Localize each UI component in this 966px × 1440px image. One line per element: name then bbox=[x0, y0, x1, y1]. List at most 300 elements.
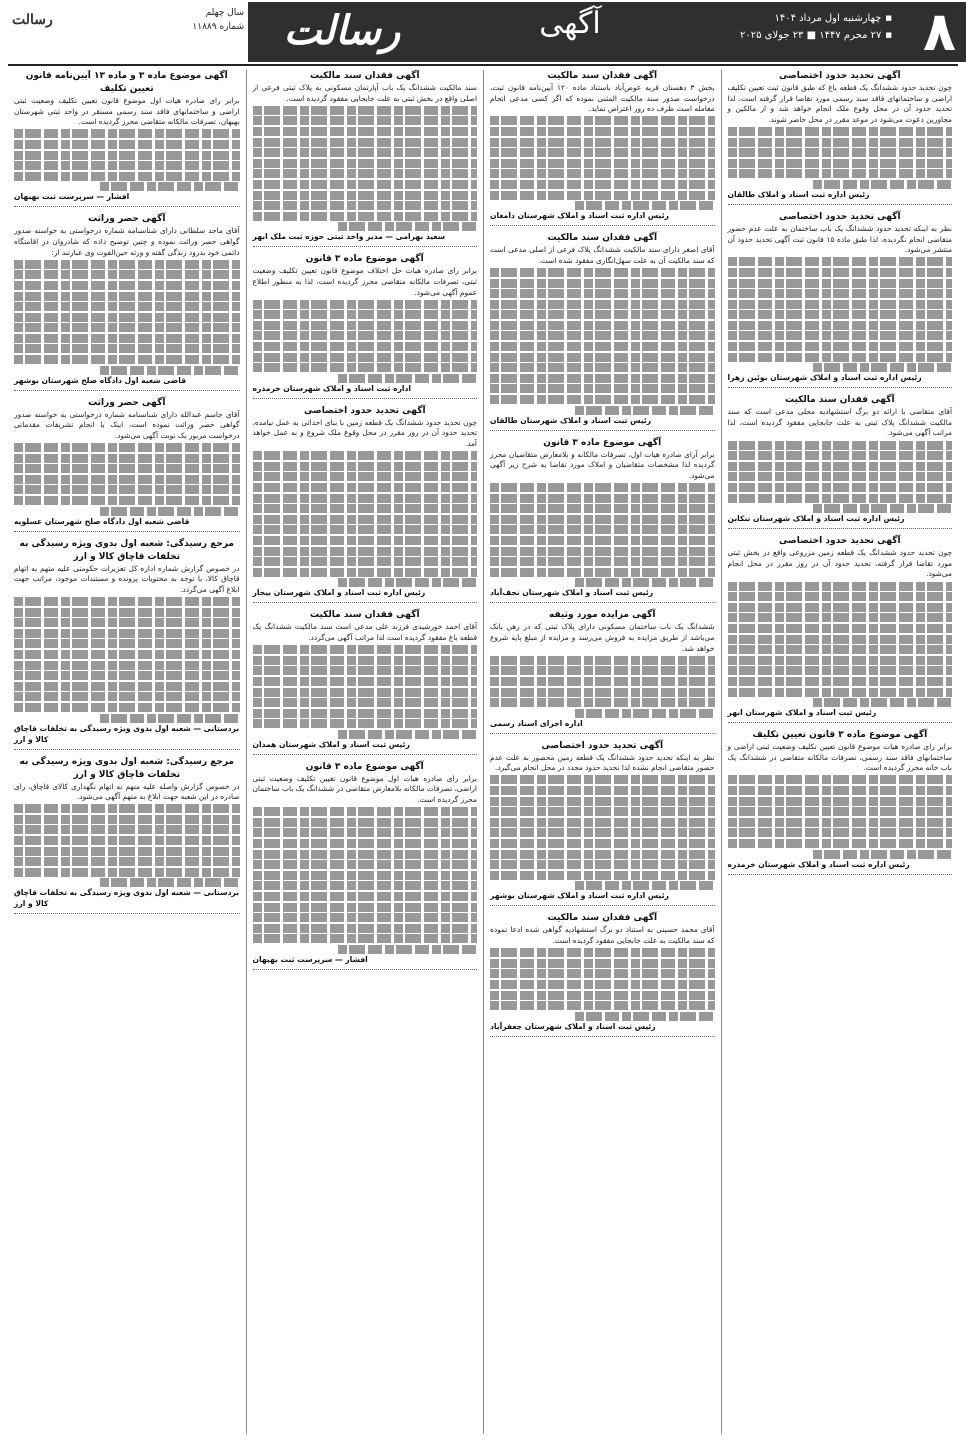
text-line bbox=[490, 775, 715, 784]
text-line bbox=[490, 169, 715, 178]
notice bbox=[490, 70, 715, 226]
text-line bbox=[490, 138, 715, 147]
notice-title: آگهی تحدید حدود اختصاصی bbox=[778, 536, 901, 547]
text-line bbox=[490, 807, 715, 816]
text-line bbox=[490, 666, 715, 675]
text-line bbox=[728, 342, 953, 351]
text-line bbox=[14, 355, 240, 364]
text-line bbox=[14, 161, 240, 170]
notice-body: چون تحدید حدود ششدانگ یک قطعه زمین با بنای احداثی به عمل نیامده، تحدید حدود آن در روز مقرر در محل وقوع ملک شروع و به عمل خواهد آمد. bbox=[252, 417, 477, 449]
text-line bbox=[14, 868, 240, 877]
text-line bbox=[490, 494, 715, 503]
text-line bbox=[728, 138, 953, 147]
text-line bbox=[253, 913, 478, 922]
column-4 bbox=[8, 70, 246, 1434]
text-line bbox=[14, 639, 240, 648]
text-line bbox=[100, 878, 240, 887]
text-line bbox=[813, 698, 952, 707]
text-line bbox=[728, 257, 953, 266]
text-line bbox=[14, 172, 240, 181]
text-line bbox=[490, 871, 715, 880]
text-line bbox=[253, 300, 478, 309]
notice-title: مرجع رسیدگی: شعبه اول بدوی ویژه رسیدگی به تخلفات قاچاق کالا و ارز bbox=[19, 538, 235, 562]
text-line bbox=[253, 677, 478, 686]
masthead bbox=[0, 0, 966, 66]
text-line bbox=[253, 201, 478, 210]
text-line bbox=[575, 578, 714, 587]
text-line bbox=[728, 451, 953, 460]
text-line bbox=[728, 127, 953, 136]
text-line bbox=[253, 568, 478, 577]
text-line bbox=[728, 635, 953, 644]
notice-body: آقای جاسم عبدالله دارای شناسنامه شماره درخواستی به خواسته صدور گواهی حصر وراثت نموده است، اینک با انجام تشریفات مقدماتی درخواست مزبور یک نوبت آگهی می‌شود. bbox=[14, 409, 240, 440]
notice-signature: اداره ثبت اسناد و املاک شهرستان خرمدره bbox=[252, 383, 412, 393]
mini-logo: رسالت bbox=[12, 12, 53, 28]
text-line bbox=[490, 525, 715, 534]
text-line bbox=[253, 504, 478, 513]
text-line bbox=[728, 775, 953, 784]
notice-signature: رئیس اداره ثبت اسناد و املاک طالقان bbox=[727, 189, 870, 199]
notice bbox=[490, 232, 715, 431]
text-line bbox=[490, 300, 715, 309]
text-line bbox=[14, 151, 240, 160]
text-line bbox=[14, 804, 240, 813]
text-line bbox=[490, 374, 715, 383]
text-line bbox=[14, 475, 240, 484]
text-line bbox=[253, 363, 478, 372]
text-line bbox=[253, 536, 478, 545]
text-line bbox=[728, 441, 953, 450]
notice-signature: قاضی شعبه اول دادگاه صلح شهرستان بوشهر bbox=[14, 375, 187, 385]
notice bbox=[728, 70, 953, 205]
text-line bbox=[728, 472, 953, 481]
notice-signature: رئیس اداره ثبت اسناد و املاک شهرستان بیجار bbox=[252, 588, 426, 598]
text-line bbox=[490, 159, 715, 168]
notice-signature: رئیس اداره ثبت اسناد و املاک شهرستان دامغان bbox=[490, 211, 669, 221]
text-line bbox=[253, 860, 478, 869]
text-line bbox=[253, 828, 478, 837]
text-line bbox=[253, 666, 478, 675]
text-line bbox=[14, 692, 240, 701]
text-line bbox=[728, 839, 953, 848]
date-line-2: ■ ۲۷ محرم ۱۴۴۷ ■ ۲۳ جولای ۲۰۲۵ bbox=[692, 27, 892, 44]
text-line bbox=[14, 140, 240, 149]
text-line bbox=[253, 557, 478, 566]
notice-signature: افشار — سرپرست ثبت بهبهان bbox=[252, 954, 368, 964]
notice-signature: سعید بهرامی — مدیر واحد ثبتی حوزه ثبت ملک ابهر bbox=[252, 232, 446, 242]
text-line bbox=[253, 698, 478, 707]
notice-signature: اداره اجرای اسناد رسمی bbox=[490, 718, 583, 728]
text-line bbox=[575, 881, 714, 890]
notice-body: برابر رای صادره هیات موضوع قانون تعیین تکلیف وضعیت ثبتی اراضی و ساختمانهای فاقد سند رسمی، تصرفات مالکانه متقاضی در ششدانگ یک باب خانه محرز گردیده است. bbox=[727, 742, 952, 773]
text-line bbox=[253, 525, 478, 534]
text-line bbox=[490, 656, 715, 665]
notice-title: آگهی فقدان سند مالکیت bbox=[547, 71, 658, 81]
text-line bbox=[253, 850, 478, 859]
text-line bbox=[14, 847, 240, 856]
text-line bbox=[253, 116, 478, 125]
notice-body: برابر رای صادره هیات حل اختلاف موضوع قانون تعیین تکلیف وضعیت ثبتی، تصرفات مالکانه متقاضی محرز گردیده است، لذا به منظور اطلاع عموم آگهی می‌شود. bbox=[252, 266, 477, 297]
text-line bbox=[728, 353, 953, 362]
text-line bbox=[253, 934, 478, 943]
text-line bbox=[100, 507, 240, 516]
notice bbox=[253, 253, 478, 399]
notice-title: آگهی تحدید حدود اختصاصی bbox=[541, 740, 664, 751]
text-line bbox=[490, 818, 715, 827]
text-line bbox=[575, 1012, 714, 1021]
text-line bbox=[728, 645, 953, 654]
text-line bbox=[490, 310, 715, 319]
notice bbox=[14, 397, 240, 532]
text-line bbox=[728, 321, 953, 330]
text-line bbox=[728, 279, 953, 288]
text-line bbox=[575, 201, 714, 210]
text-line bbox=[490, 677, 715, 686]
notice-signature: رئیس ثبت اسناد و املاک شهرستان همدان bbox=[252, 739, 410, 749]
notice bbox=[490, 437, 715, 604]
notice-body: برابر رای صادره هیات اول موضوع قانون تعیین تکلیف وضعیت ثبتی اراضی، تصرفات مالکانه بلامعارض متقاضی در ششدانگ یک باب ساختمان محرز گردیده است. bbox=[252, 773, 477, 805]
notice-title: آگهی فقدان سند مالکیت bbox=[309, 71, 420, 81]
text-line bbox=[813, 180, 952, 189]
text-line bbox=[728, 807, 953, 816]
text-line bbox=[490, 116, 715, 125]
text-line bbox=[253, 451, 478, 460]
text-line bbox=[490, 515, 715, 524]
text-line bbox=[490, 321, 715, 330]
notice-title: آگهی حصر وراثت bbox=[88, 214, 166, 225]
masthead-rule bbox=[8, 64, 958, 66]
issue-dates bbox=[692, 10, 892, 44]
text-line bbox=[253, 462, 478, 471]
notice-body: نظر به اینکه تحدید حدود ششدانگ یک قطعه زمین محصور به علت عدم حضور متقاضی انجام نشده لذا تحدید حدود مجدد در محل انجام می‌گیرد. bbox=[490, 752, 715, 773]
text-line bbox=[490, 860, 715, 869]
notice bbox=[253, 761, 478, 970]
text-line bbox=[253, 331, 478, 340]
text-line bbox=[338, 945, 477, 954]
text-line bbox=[490, 991, 715, 1000]
text-line bbox=[253, 688, 478, 697]
text-line bbox=[338, 222, 477, 231]
text-line bbox=[253, 645, 478, 654]
text-line bbox=[14, 464, 240, 473]
text-line bbox=[728, 666, 953, 675]
notice bbox=[490, 609, 715, 733]
notice-signature: بردستانی — شعبه اول بدوی ویژه رسیدگی به تخلفات قاچاق کالا و ارز bbox=[14, 723, 240, 744]
text-line bbox=[728, 786, 953, 795]
notice-body: چون تحدید حدود ششدانگ یک قطعه زمین مزروعی واقع در بخش ثبتی مورد تقاضا قرار گرفته، تحدید حدود آن در روز مقرر در محل انجام می‌شود. bbox=[727, 548, 952, 579]
notice-title: آگهی فقدان سند مالکیت bbox=[309, 610, 420, 621]
text-line bbox=[490, 568, 715, 577]
text-line bbox=[14, 443, 240, 452]
column-3 bbox=[246, 70, 484, 1434]
notice-signature: رئیس اداره ثبت اسناد و املاک شهرستان بوشهر bbox=[490, 891, 669, 901]
text-line bbox=[14, 334, 240, 343]
notice bbox=[14, 70, 240, 207]
text-line bbox=[728, 603, 953, 612]
page-number: ۸ bbox=[923, 0, 956, 63]
column-1 bbox=[721, 70, 959, 1434]
text-line bbox=[338, 730, 477, 739]
text-line bbox=[490, 839, 715, 848]
text-line bbox=[253, 310, 478, 319]
notice-title: آگهی حصر وراثت bbox=[88, 397, 166, 408]
notice-body: در خصوص گزارش واصله علیه متهم به اتهام نگهداری کالای قاچاق، رای صادره در این شعبه جهت ابلاغ به متهم آگهی می‌شود. bbox=[14, 781, 240, 802]
text-line bbox=[813, 504, 952, 513]
text-line bbox=[14, 650, 240, 659]
notice bbox=[14, 213, 240, 390]
notice-body: در خصوص گزارش شماره اداره کل تعزیرات حکومتی علیه متهم به اتهام قاچاق کالا، با توجه به محتویات پرونده و مستندات موجود، مراتب جهت ابلاغ آگهی می‌گردد. bbox=[14, 563, 240, 594]
text-line bbox=[490, 148, 715, 157]
text-line bbox=[490, 342, 715, 351]
text-line bbox=[728, 656, 953, 665]
text-line bbox=[728, 624, 953, 633]
text-line bbox=[14, 703, 240, 712]
text-line bbox=[728, 582, 953, 591]
notice-body: آقای ماجد سلطانی دارای شناسنامه شماره درخواستی به خواسته صدور گواهی حصر وراثت نموده و چنین توضیح داده که شادروان در اقامتگاه دائمی خود بدرود زندگی گفته و ورثه حین‌الفوت وی عبارتند از: bbox=[14, 226, 240, 257]
notice bbox=[728, 535, 953, 723]
notice-title: آگهی تحدید حدود اختصاصی bbox=[778, 211, 901, 222]
notice-columns bbox=[8, 70, 958, 1434]
text-line bbox=[14, 825, 240, 834]
text-line bbox=[253, 127, 478, 136]
text-line bbox=[490, 980, 715, 989]
text-line bbox=[253, 719, 478, 728]
text-line bbox=[728, 169, 953, 178]
text-line bbox=[253, 903, 478, 912]
text-line bbox=[14, 815, 240, 824]
notice bbox=[253, 70, 478, 247]
notice-title: آگهی موضوع ماده ۳ و ماده ۱۳ آیین‌نامه قانون تعیین تکلیف bbox=[25, 71, 228, 94]
text-line bbox=[253, 656, 478, 665]
text-line bbox=[490, 828, 715, 837]
text-line bbox=[490, 395, 715, 404]
notice-body: ششدانگ یک باب ساختمان مسکونی دارای پلاک ثبتی که در رهن بانک می‌باشد از طریق مزایده به فروش می‌رسد و مزایده از مبلغ پایه شروع خواهد شد. bbox=[490, 622, 715, 653]
text-line bbox=[253, 169, 478, 178]
text-line bbox=[14, 281, 240, 290]
text-line bbox=[253, 494, 478, 503]
notice-body: برابر رای صادره هیات اول موضوع قانون تعیین تکلیف وضعیت ثبتی اراضی و ساختمانهای فاقد سند رسمی مستقر در واحد ثبتی شهرستان بهبهان، تصرفات مالکانه متقاضی محرز گردیده است. bbox=[14, 96, 240, 127]
notice-title: آگهی فقدان سند مالکیت bbox=[547, 233, 658, 244]
notice-title: آگهی موضوع ماده ۳ قانون bbox=[543, 437, 662, 448]
notice bbox=[14, 756, 240, 915]
text-line bbox=[253, 547, 478, 556]
text-line bbox=[14, 292, 240, 301]
text-line bbox=[728, 148, 953, 157]
text-line bbox=[490, 786, 715, 795]
text-line bbox=[253, 191, 478, 200]
notice bbox=[253, 609, 478, 755]
text-line bbox=[490, 363, 715, 372]
paper-logo: رسالت bbox=[283, 7, 401, 54]
text-line bbox=[253, 148, 478, 157]
notice-body: آقای اصغر دارای سند مالکیت ششدانگ پلاک فرعی از اصلی مدعی است که سند مالکیت آن به علت سهل‌انگاری مفقود شده است. bbox=[490, 245, 715, 265]
text-line bbox=[14, 682, 240, 691]
text-line bbox=[14, 344, 240, 353]
text-line bbox=[490, 353, 715, 362]
text-line bbox=[728, 797, 953, 806]
section-title: آگهی bbox=[539, 6, 601, 41]
text-line bbox=[253, 353, 478, 362]
text-line bbox=[728, 268, 953, 277]
text-line bbox=[14, 323, 240, 332]
notice bbox=[490, 740, 715, 907]
notice-signature: رئیس اداره ثبت اسناد و املاک شهرستان تنکابن bbox=[727, 514, 905, 524]
text-line bbox=[253, 709, 478, 718]
text-line bbox=[728, 310, 953, 319]
text-line bbox=[14, 608, 240, 617]
text-line bbox=[14, 857, 240, 866]
issue-label: شماره ۱۱۸۸۹ bbox=[192, 22, 244, 32]
text-line bbox=[253, 212, 478, 221]
text-line bbox=[14, 270, 240, 279]
notice-body: آقای محمد حسینی به استناد دو برگ استشهادیه گواهی شده ادعا نموده که سند مالکیت به علت جابجایی مفقود گردیده است. bbox=[490, 925, 715, 945]
text-line bbox=[490, 384, 715, 393]
text-line bbox=[14, 661, 240, 670]
text-line bbox=[338, 578, 477, 587]
text-line bbox=[490, 279, 715, 288]
text-line bbox=[728, 828, 953, 837]
text-line bbox=[14, 671, 240, 680]
text-line bbox=[253, 818, 478, 827]
text-line bbox=[253, 159, 478, 168]
text-line bbox=[490, 688, 715, 697]
text-line bbox=[253, 472, 478, 481]
text-line bbox=[728, 462, 953, 471]
notice-title: آگهی تحدید حدود اختصاصی bbox=[303, 405, 426, 416]
notice bbox=[728, 394, 953, 529]
notice-title: آگهی تحدید حدود اختصاصی bbox=[778, 71, 901, 81]
text-line bbox=[728, 159, 953, 168]
text-line bbox=[575, 709, 714, 718]
notice-signature: رئیس اداره ثبت اسناد و املاک شهرستان بوئین زهرا bbox=[727, 373, 922, 383]
text-line bbox=[14, 260, 240, 269]
text-line bbox=[575, 406, 714, 415]
text-line bbox=[728, 300, 953, 309]
text-line bbox=[14, 313, 240, 322]
text-line bbox=[728, 331, 953, 340]
text-line bbox=[14, 629, 240, 638]
notice bbox=[14, 538, 240, 750]
text-line bbox=[490, 959, 715, 968]
text-line bbox=[813, 363, 952, 372]
notice-title: آگهی موضوع ماده ۳ قانون bbox=[305, 761, 424, 772]
notice-body: بخش ۳ دهستان قریه عوض‌آباد باستناد ماده ۱۲۰ آیین‌نامه قانون ثبت، درخواست صدور سند مالکیت المثنی نموده که اگر کسی مدعی انجام معامله است ظرف ده روز اعتراض نماید. bbox=[490, 83, 715, 114]
text-line bbox=[253, 342, 478, 351]
text-line bbox=[728, 494, 953, 503]
notice-body: آقای متقاضی با ارائه دو برگ استشهادیه محلی مدعی است که سند مالکیت ششدانگ پلاک ثبتی به علت جابجایی مفقود گردیده است، لذا مراتب آگهی می‌شود. bbox=[727, 407, 952, 438]
text-line bbox=[490, 536, 715, 545]
text-line bbox=[253, 515, 478, 524]
text-line bbox=[728, 592, 953, 601]
text-line bbox=[490, 557, 715, 566]
text-line bbox=[490, 289, 715, 298]
column-2 bbox=[483, 70, 721, 1434]
notice-signature: قاضی شعبه اول دادگاه صلح شهرستان عسلویه bbox=[14, 516, 190, 526]
text-line bbox=[100, 182, 240, 191]
notice-title: آگهی موضوع ماده ۳ قانون تعیین تکلیف bbox=[752, 730, 928, 741]
text-line bbox=[14, 597, 240, 606]
notice-title: آگهی موضوع ماده ۳ قانون bbox=[305, 254, 424, 265]
text-line bbox=[728, 818, 953, 827]
notice bbox=[490, 912, 715, 1036]
text-line bbox=[14, 454, 240, 463]
text-line bbox=[100, 366, 240, 375]
text-line bbox=[490, 180, 715, 189]
text-line bbox=[14, 836, 240, 845]
text-line bbox=[490, 191, 715, 200]
notice-title: آگهی مزایده مورد وثیقه bbox=[548, 610, 656, 621]
text-line bbox=[14, 496, 240, 505]
notice-body: برابر آرای صادره هیات اول، تصرفات مالکانه و بلامعارض متقاضیان محرز گردیده لذا مشخصات متقاضیان و املاک مورد تقاضا به شرح زیر آگهی می‌شود. bbox=[490, 449, 715, 480]
text-line bbox=[813, 850, 952, 859]
text-line bbox=[14, 129, 240, 138]
notice-signature: افشار — سرپرست ثبت بهبهان bbox=[14, 192, 130, 202]
notice-body: چون تحدید حدود ششدانگ یک قطعه باغ که طبق قانون ثبت تعیین تکلیف اراضی و ساختمانهای فاقد سند رسمی مورد تقاضا قرار گرفته است، لذا تحدید حدود آن در محل وقوع ملک انجام خواهد شد و از مالکین و مجاورین دعوت می‌شود در موعد مقرر در محل حاضر شوند. bbox=[727, 83, 952, 124]
text-line bbox=[728, 613, 953, 622]
text-line bbox=[253, 839, 478, 848]
text-line bbox=[728, 483, 953, 492]
text-line bbox=[253, 924, 478, 933]
notice-title: آگهی فقدان سند مالکیت bbox=[784, 395, 895, 406]
notice-body: آقای احمد خورشیدی فرزند علی مدعی است سند مالکیت ششدانگ یک قطعه باغ مفقود گردیده است لذا مراتب آگهی می‌گردد. bbox=[252, 622, 477, 642]
notice bbox=[728, 211, 953, 388]
text-line bbox=[490, 797, 715, 806]
text-line bbox=[490, 969, 715, 978]
text-line bbox=[490, 850, 715, 859]
text-line bbox=[490, 483, 715, 492]
text-line bbox=[490, 331, 715, 340]
text-line bbox=[253, 180, 478, 189]
text-line bbox=[490, 504, 715, 513]
text-line bbox=[490, 948, 715, 957]
text-line bbox=[490, 547, 715, 556]
notice-signature: بردستانی — شعبه اول بدوی ویژه رسیدگی به تخلفات قاچاق کالا و ارز bbox=[14, 888, 240, 909]
text-line bbox=[728, 688, 953, 697]
text-line bbox=[490, 698, 715, 707]
notice bbox=[728, 729, 953, 875]
date-line-1: ■ چهارشنبه اول مرداد ۱۴۰۴ bbox=[692, 10, 892, 27]
text-line bbox=[728, 289, 953, 298]
notice-body: نظر به اینکه تحدید حدود ششدانگ یک باب ساختمان به علت عدم حضور متقاضی انجام نگردیده، لذا طبق ماده ۱۵ قانون ثبت آگهی تحدید حدود آن منتشر می‌شود. bbox=[727, 223, 952, 255]
text-line bbox=[253, 881, 478, 890]
text-line bbox=[14, 302, 240, 311]
notice-body: سند مالکیت ششدانگ یک باب آپارتمان مسکونی به پلاک ثبتی فرعی از اصلی واقع در بخش ثبتی به علت جابجایی مفقود گردیده است. bbox=[252, 83, 477, 103]
text-line bbox=[253, 892, 478, 901]
text-line bbox=[490, 268, 715, 277]
text-line bbox=[490, 1001, 715, 1010]
text-line bbox=[253, 807, 478, 816]
text-line bbox=[253, 321, 478, 330]
text-line bbox=[253, 871, 478, 880]
text-line bbox=[338, 374, 477, 383]
text-line bbox=[253, 483, 478, 492]
notice-signature: رئیس اداره ثبت اسناد و املاک شهرستان خرمدره bbox=[727, 859, 910, 869]
text-line bbox=[253, 138, 478, 147]
text-line bbox=[100, 714, 240, 723]
year-label: سال چهلم bbox=[205, 8, 244, 18]
notice-title: مرجع رسیدگی: شعبه اول بدوی ویژه رسیدگی به تخلفات قاچاق کالا و ارز bbox=[19, 756, 235, 780]
notice-title: آگهی فقدان سند مالکیت bbox=[547, 913, 658, 924]
notice bbox=[253, 405, 478, 604]
text-line bbox=[728, 677, 953, 686]
notice-signature: رئیس ثبت اسناد و املاک شهرستان نجف‌آباد bbox=[490, 588, 654, 598]
text-line bbox=[490, 127, 715, 136]
text-line bbox=[14, 618, 240, 627]
notice-signature: رئیس ثبت اسناد و املاک شهرستان طالقان bbox=[490, 415, 652, 425]
issue-info bbox=[8, 6, 244, 60]
text-line bbox=[14, 485, 240, 494]
notice-signature: رئیس ثبت اسناد و املاک شهرستان ابهر bbox=[727, 708, 877, 718]
